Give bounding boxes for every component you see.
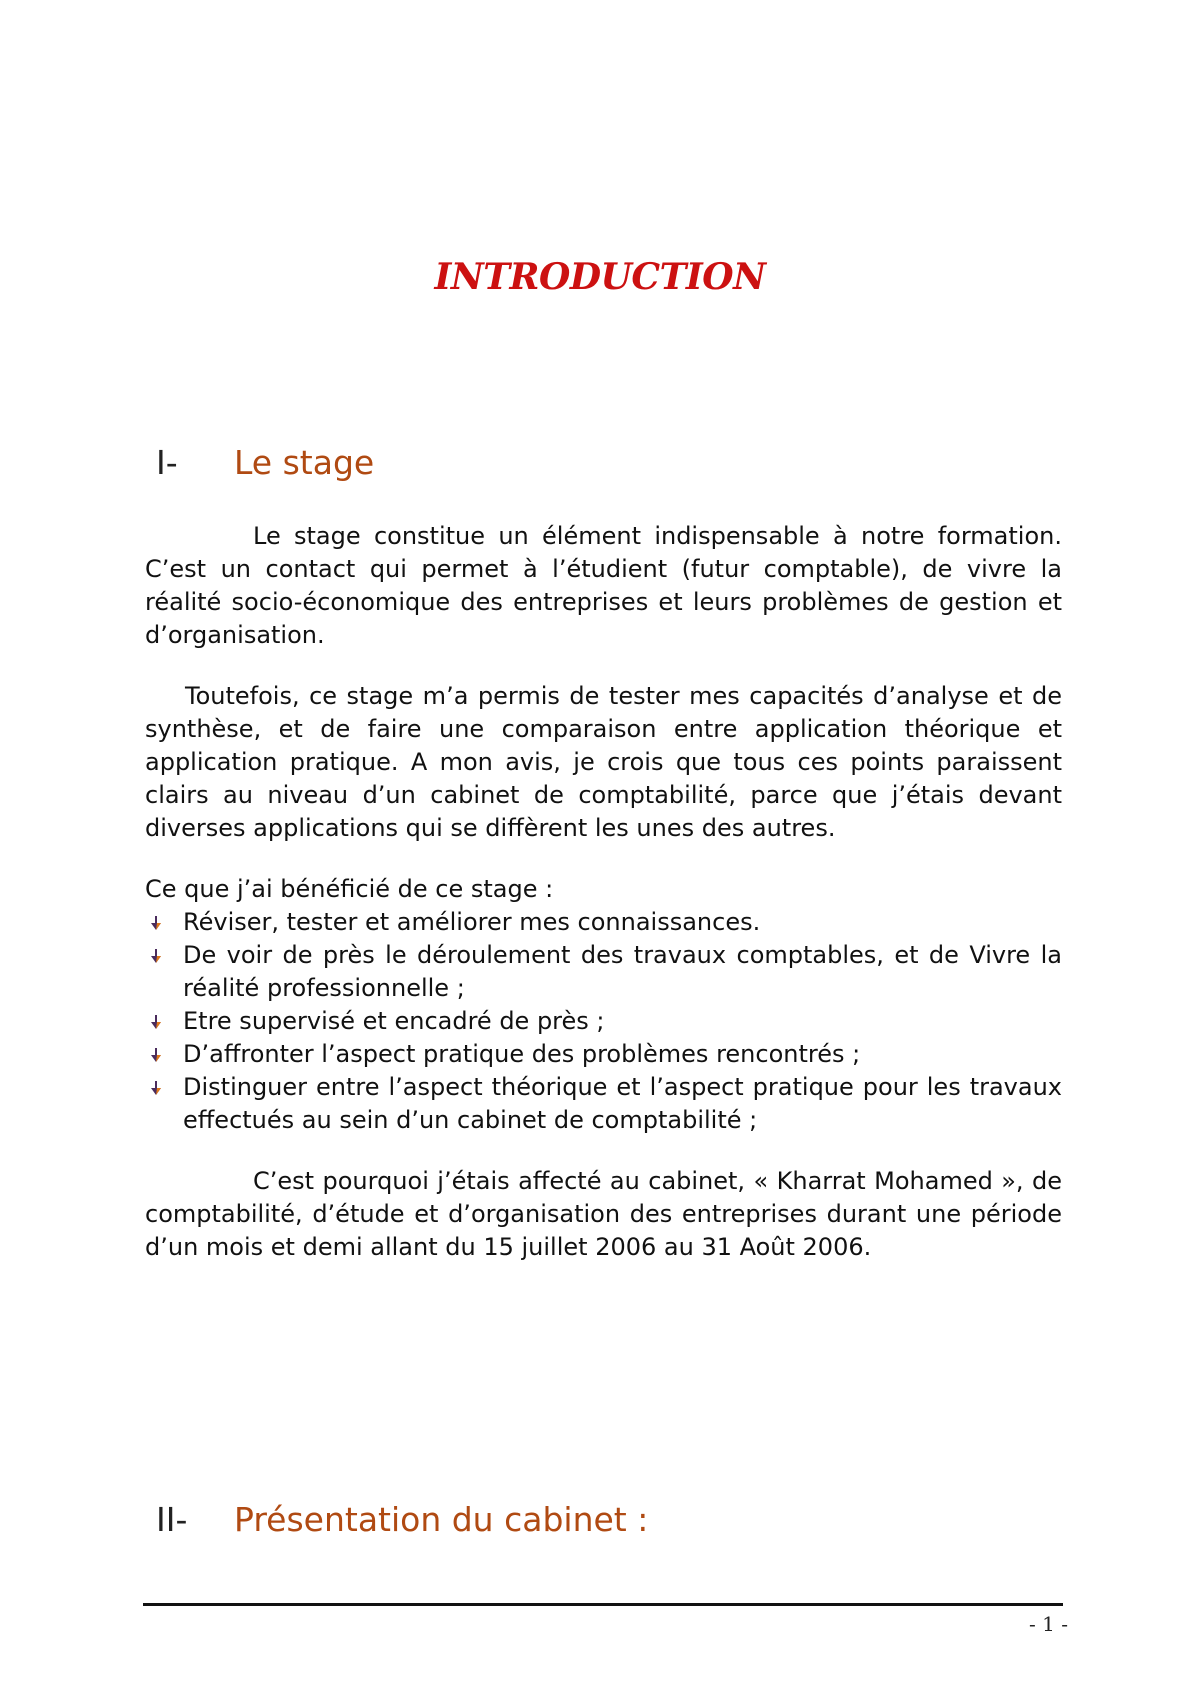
section-heading-stage	[156, 443, 374, 482]
paragraph-benefits-lead: Ce que j’ai bénéficié de ce stage :	[145, 875, 554, 903]
page-number: - 1 -	[1029, 1612, 1068, 1636]
list-item	[145, 1038, 1062, 1071]
list-item-text: Réviser, tester et améliorer mes connaissances.	[183, 908, 761, 936]
benefits-list	[145, 906, 1062, 1137]
list-item-text: De voir de près le déroulement des travaux comptables, et de Vivre la réalité professionnelle ;	[183, 941, 1062, 1002]
section-heading-cabinet	[156, 1500, 648, 1539]
section-number: I-	[156, 443, 178, 482]
section-heading-text: Présentation du cabinet :	[234, 1500, 649, 1539]
paragraph-toutefois: Toutefois, ce stage m’a permis de tester mes capacités d’analyse et de synthèse, et de faire une comparaison entre application théorique et application pratique. A mon avis, je crois que tous ces points paraissent clairs au niveau d’un cabinet de comptabilité, parce que j’étais devant diverses applications qui se diffèrent les unes des autres.	[145, 682, 1062, 842]
list-item-text: Etre supervisé et encadré de près ;	[183, 1007, 605, 1035]
paragraph-intro: Le stage constitue un élément indispensable à notre formation. C’est un contact qui permet à l’étudient (futur comptable), de vivre la réalité socio-économique des entreprises et leurs problèmes de gestion et d’organisation.	[145, 522, 1062, 649]
list-item	[145, 906, 1062, 939]
section-heading-text: Le stage	[234, 443, 375, 482]
page-title: INTRODUCTION	[434, 256, 766, 298]
arrow-down-bullet-icon	[148, 948, 164, 964]
list-item	[145, 1071, 1062, 1137]
arrow-down-bullet-icon	[148, 1047, 164, 1063]
arrow-down-bullet-icon	[148, 1014, 164, 1030]
list-item	[145, 1005, 1062, 1038]
section-number: II-	[156, 1500, 188, 1539]
body-content	[145, 520, 1062, 1264]
list-item	[145, 939, 1062, 1005]
arrow-down-bullet-icon	[148, 1080, 164, 1096]
footer-divider	[143, 1603, 1063, 1606]
list-item-text: D’affronter l’aspect pratique des problèmes rencontrés ;	[183, 1040, 861, 1068]
paragraph-affectation: C’est pourquoi j’étais affecté au cabinet, « Kharrat Mohamed », de comptabilité, d’étude et d’organisation des entreprises durant une période d’un mois et demi allant du 15 juillet 2006 au 31 Août 2006.	[145, 1167, 1062, 1261]
list-item-text: Distinguer entre l’aspect théorique et l’aspect pratique pour les travaux effectués au sein d’un cabinet de comptabilité ;	[183, 1073, 1062, 1134]
arrow-down-bullet-icon	[148, 915, 164, 931]
